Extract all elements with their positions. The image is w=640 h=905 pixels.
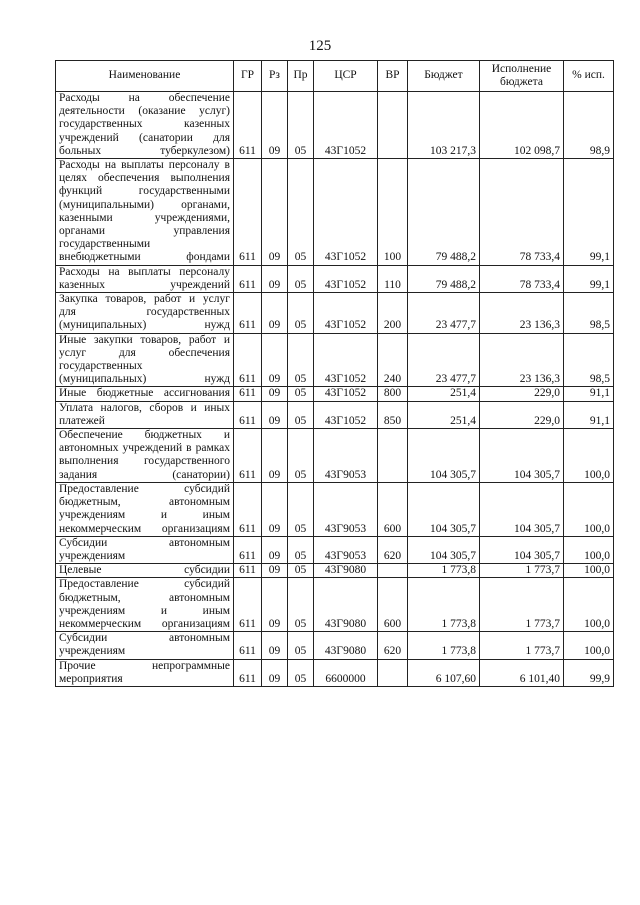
row-csr: 43Г9053	[314, 482, 378, 536]
row-budget: 23 477,7	[408, 293, 480, 334]
row-execution: 23 136,3	[480, 293, 564, 334]
row-budget: 1 773,8	[408, 578, 480, 632]
row-gr: 611	[234, 401, 262, 428]
row-budget: 251,4	[408, 401, 480, 428]
row-budget: 103 217,3	[408, 92, 480, 159]
table-row	[56, 578, 614, 632]
row-vr: 600	[378, 482, 408, 536]
row-pr: 05	[288, 429, 314, 483]
budget-table	[55, 60, 614, 687]
row-budget: 79 488,2	[408, 265, 480, 292]
row-percent: 99,9	[564, 659, 614, 686]
row-rz: 09	[262, 482, 288, 536]
row-gr: 611	[234, 659, 262, 686]
row-execution: 104 305,7	[480, 429, 564, 483]
row-rz: 09	[262, 429, 288, 483]
row-rz: 09	[262, 265, 288, 292]
table-row	[56, 92, 614, 159]
row-vr: 800	[378, 387, 408, 401]
row-pr: 05	[288, 482, 314, 536]
row-budget: 1 773,8	[408, 564, 480, 578]
row-percent: 98,5	[564, 293, 614, 334]
row-name: Предоставление субсидий бюджетным, автономным учреждениям и иным некоммерческим организациям	[56, 578, 234, 632]
row-csr: 43Г9080	[314, 632, 378, 659]
row-execution: 1 773,7	[480, 578, 564, 632]
row-pr: 05	[288, 387, 314, 401]
row-rz: 09	[262, 564, 288, 578]
row-rz: 09	[262, 578, 288, 632]
row-rz: 09	[262, 333, 288, 387]
row-csr: 43Г9053	[314, 536, 378, 563]
row-name: Субсидии автономным учреждениям	[56, 632, 234, 659]
row-execution: 1 773,7	[480, 632, 564, 659]
table-row	[56, 482, 614, 536]
row-pr: 05	[288, 92, 314, 159]
row-pr: 05	[288, 564, 314, 578]
column-header-execution: Исполнение бюджета	[480, 61, 564, 92]
row-gr: 611	[234, 482, 262, 536]
row-csr: 43Г1052	[314, 387, 378, 401]
row-rz: 09	[262, 632, 288, 659]
row-csr: 6600000	[314, 659, 378, 686]
row-percent: 100,0	[564, 482, 614, 536]
column-header-name: Наименование	[56, 61, 234, 92]
row-gr: 611	[234, 564, 262, 578]
column-header-budget: Бюджет	[408, 61, 480, 92]
table-row	[56, 536, 614, 563]
row-execution: 104 305,7	[480, 536, 564, 563]
row-csr: 43Г1052	[314, 92, 378, 159]
row-csr: 43Г1052	[314, 401, 378, 428]
row-rz: 09	[262, 536, 288, 563]
row-gr: 611	[234, 387, 262, 401]
row-execution: 229,0	[480, 387, 564, 401]
row-vr: 620	[378, 632, 408, 659]
row-percent: 100,0	[564, 536, 614, 563]
row-gr: 611	[234, 92, 262, 159]
table-row	[56, 293, 614, 334]
row-name: Иные бюджетные ассигнования	[56, 387, 234, 401]
row-vr: 100	[378, 159, 408, 266]
table-row	[56, 564, 614, 578]
row-csr: 43Г1052	[314, 293, 378, 334]
row-budget: 104 305,7	[408, 429, 480, 483]
row-vr	[378, 429, 408, 483]
row-execution: 1 773,7	[480, 564, 564, 578]
row-name: Иные закупки товаров, работ и услуг для обеспечения государственных (муниципальных) нужд	[56, 333, 234, 387]
row-gr: 611	[234, 578, 262, 632]
row-rz: 09	[262, 92, 288, 159]
row-gr: 611	[234, 429, 262, 483]
row-gr: 611	[234, 536, 262, 563]
row-pr: 05	[288, 578, 314, 632]
row-percent: 99,1	[564, 159, 614, 266]
row-vr: 110	[378, 265, 408, 292]
row-percent: 98,5	[564, 333, 614, 387]
row-rz: 09	[262, 293, 288, 334]
row-name: Расходы на выплаты персоналу в целях обеспечения выполнения функций государственными (муниципальными) органами, казенными учреждениями, органами управления государственными внебюджетными фондами	[56, 159, 234, 266]
row-percent: 98,9	[564, 92, 614, 159]
row-percent: 100,0	[564, 429, 614, 483]
row-percent: 91,1	[564, 401, 614, 428]
row-csr: 43Г1052	[314, 265, 378, 292]
table-row	[56, 387, 614, 401]
row-budget: 79 488,2	[408, 159, 480, 266]
row-execution: 23 136,3	[480, 333, 564, 387]
row-csr: 43Г9053	[314, 429, 378, 483]
column-header-gr: ГР	[234, 61, 262, 92]
row-pr: 05	[288, 659, 314, 686]
row-percent: 99,1	[564, 265, 614, 292]
table-row	[56, 159, 614, 266]
row-rz: 09	[262, 159, 288, 266]
column-header-vr: ВР	[378, 61, 408, 92]
row-name: Расходы на выплаты персоналу казенных учреждений	[56, 265, 234, 292]
column-header-rz: Рз	[262, 61, 288, 92]
row-budget: 23 477,7	[408, 333, 480, 387]
row-vr	[378, 564, 408, 578]
row-percent: 100,0	[564, 564, 614, 578]
row-pr: 05	[288, 632, 314, 659]
row-vr: 850	[378, 401, 408, 428]
table-row	[56, 429, 614, 483]
row-budget: 104 305,7	[408, 482, 480, 536]
row-execution: 229,0	[480, 401, 564, 428]
column-header-pr: Пр	[288, 61, 314, 92]
row-percent: 100,0	[564, 578, 614, 632]
row-rz: 09	[262, 387, 288, 401]
table-row	[56, 401, 614, 428]
column-header-csr: ЦСР	[314, 61, 378, 92]
row-name: Закупка товаров, работ и услуг для государственных (муниципальных) нужд	[56, 293, 234, 334]
row-gr: 611	[234, 293, 262, 334]
page-number: 125	[308, 38, 332, 54]
row-execution: 102 098,7	[480, 92, 564, 159]
row-pr: 05	[288, 401, 314, 428]
column-header-percent: % исп.	[564, 61, 614, 92]
row-rz: 09	[262, 401, 288, 428]
row-gr: 611	[234, 632, 262, 659]
row-pr: 05	[288, 159, 314, 266]
row-vr: 240	[378, 333, 408, 387]
row-vr: 620	[378, 536, 408, 563]
table-row	[56, 632, 614, 659]
table-row	[56, 265, 614, 292]
row-name: Целевые субсидии	[56, 564, 234, 578]
row-pr: 05	[288, 265, 314, 292]
row-budget: 104 305,7	[408, 536, 480, 563]
row-percent: 100,0	[564, 632, 614, 659]
row-csr: 43Г1052	[314, 333, 378, 387]
row-gr: 611	[234, 265, 262, 292]
table-header-row	[56, 61, 614, 92]
table-row	[56, 333, 614, 387]
row-name: Прочие непрограммные мероприятия	[56, 659, 234, 686]
row-name: Обеспечение бюджетных и автономных учреждений в рамках выполнения государственного задания (санатории)	[56, 429, 234, 483]
row-gr: 611	[234, 159, 262, 266]
row-csr: 43Г9080	[314, 578, 378, 632]
row-pr: 05	[288, 293, 314, 334]
row-name: Расходы на обеспечение деятельности (оказание услуг) государственных казенных учреждений (санатории для больных туберкулезом)	[56, 92, 234, 159]
row-gr: 611	[234, 333, 262, 387]
row-name: Субсидии автономным учреждениям	[56, 536, 234, 563]
row-budget: 251,4	[408, 387, 480, 401]
row-name: Предоставление субсидий бюджетным, автономным учреждениям и иным некоммерческим организациям	[56, 482, 234, 536]
row-csr: 43Г9080	[314, 564, 378, 578]
row-vr: 600	[378, 578, 408, 632]
row-vr: 200	[378, 293, 408, 334]
table-row	[56, 659, 614, 686]
row-budget: 6 107,60	[408, 659, 480, 686]
row-pr: 05	[288, 333, 314, 387]
row-csr: 43Г1052	[314, 159, 378, 266]
row-execution: 78 733,4	[480, 159, 564, 266]
row-name: Уплата налогов, сборов и иных платежей	[56, 401, 234, 428]
row-percent: 91,1	[564, 387, 614, 401]
row-pr: 05	[288, 536, 314, 563]
row-execution: 78 733,4	[480, 265, 564, 292]
row-execution: 104 305,7	[480, 482, 564, 536]
row-execution: 6 101,40	[480, 659, 564, 686]
row-vr	[378, 92, 408, 159]
row-rz: 09	[262, 659, 288, 686]
row-budget: 1 773,8	[408, 632, 480, 659]
row-vr	[378, 659, 408, 686]
